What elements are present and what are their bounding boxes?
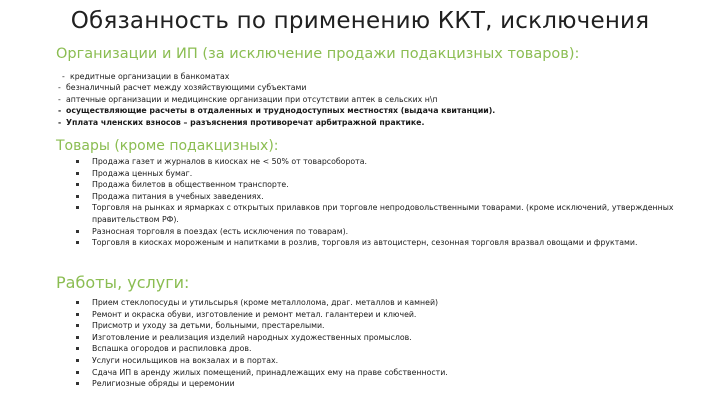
goods-item: [76, 179, 696, 191]
bullet-square-icon: [76, 183, 79, 186]
goods-item: [76, 202, 696, 225]
goods-item-text: Продажа билетов в общественном транспорте.: [92, 180, 289, 190]
orgs-list: [58, 71, 698, 128]
bullet-square-icon: [76, 336, 79, 339]
goods-item-text: Продажа газет и журналов в киосках не < 50% от товарсоборота.: [92, 157, 367, 166]
goods-item-text: Продажа питания в учебных заведениях.: [92, 191, 264, 201]
orgs-item: [58, 94, 698, 105]
goods-item: [76, 168, 696, 180]
orgs-item: [58, 105, 698, 116]
bullet-square-icon: [76, 230, 79, 233]
works-heading: Работы, услуги:: [56, 273, 190, 292]
works-item: [76, 297, 696, 309]
bullet-square-icon: [76, 195, 79, 198]
goods-item-text: Разносная торговля в поездах (есть исключения по товарам).: [92, 226, 349, 236]
bullet-square-icon: [76, 206, 79, 209]
goods-item: [76, 156, 696, 168]
bullet-square-icon: [76, 160, 79, 163]
goods-item-text: Торговля на рынках и ярмарках с открытых прилавков при торговле непродовольственными товарами. (кроме исключений, утвержденных правительством РФ).: [92, 203, 674, 224]
dash-marker: -: [58, 106, 62, 116]
orgs-item-text: Уплата членских взносов – разъяснения противоречат арбитражной практике.: [66, 117, 425, 127]
orgs-item-text: аптечные организации и медицинские организации при отсутствии аптек в сельских н\п: [66, 94, 438, 104]
works-item: [76, 355, 696, 367]
works-item-text: Ремонт и окраска обуви, изготовление и ремонт метал. галантереи и ключей.: [92, 309, 417, 319]
bullet-square-icon: [76, 301, 79, 304]
bullet-square-icon: [76, 172, 79, 175]
works-item: [76, 367, 696, 379]
works-item: [76, 309, 696, 321]
goods-item: [76, 191, 696, 203]
bullet-square-icon: [76, 359, 79, 362]
orgs-item: [58, 71, 698, 82]
works-item-text: Сдача ИП в аренду жилых помещений, принадлежащих ему на праве собственности.: [92, 367, 448, 377]
goods-item: [76, 237, 696, 249]
orgs-item: [58, 82, 698, 93]
works-item-text: Прием стеклопосуды и утильсырья (кроме металлолома, драг. металлов и камней): [92, 298, 439, 307]
dash-marker: -: [62, 72, 65, 81]
dash-marker: -: [58, 83, 61, 93]
goods-heading: Товары (кроме подакцизных):: [56, 138, 279, 154]
works-item: [76, 320, 696, 332]
works-item-text: Присмотр и уходу за детьми, больными, престарелыми.: [92, 321, 325, 331]
bullet-square-icon: [76, 324, 79, 327]
works-item-text: Услуги носильщиков на вокзалах и в портах.: [92, 355, 279, 365]
bullet-square-icon: [76, 313, 79, 316]
bullet-square-icon: [76, 241, 79, 244]
bullet-square-icon: [76, 371, 79, 374]
orgs-item-text: кредитные организации в банкоматах: [70, 72, 230, 81]
works-item: [76, 378, 696, 390]
works-item-text: Религиозные обряды и церемонии: [92, 379, 235, 389]
slide-title: Обязанность по применению ККТ, исключения: [70, 8, 650, 34]
orgs-item-text: осуществляющие расчеты в отдаленных и труднодоступных местностях (выдача квитанции).: [66, 106, 496, 116]
works-item-text: Вспашка огородов и распиловка дров.: [92, 344, 252, 354]
works-item-text: Изготовление и реализация изделий народных художественных промыслов.: [92, 332, 412, 342]
bullet-square-icon: [76, 382, 79, 385]
works-item: [76, 332, 696, 344]
orgs-item-text: безналичный расчет между хозяйствующими субъектами: [66, 83, 307, 93]
works-list: [76, 297, 696, 390]
goods-item-text: Продажа ценных бумаг.: [92, 168, 193, 178]
orgs-item: [58, 117, 698, 128]
goods-list: [76, 156, 696, 249]
bullet-square-icon: [76, 347, 79, 350]
dash-marker: -: [58, 117, 62, 127]
works-item: [76, 343, 696, 355]
orgs-heading: Организации и ИП (за исключение продажи подакцизных товаров):: [56, 46, 580, 62]
goods-item: [76, 226, 696, 238]
dash-marker: -: [58, 94, 61, 104]
goods-item-text: Торговля в киосках мороженым и напитками в розлив, торговля из автоцистерн, сезонная торговля вразвал овощами и фруктами.: [92, 238, 638, 248]
